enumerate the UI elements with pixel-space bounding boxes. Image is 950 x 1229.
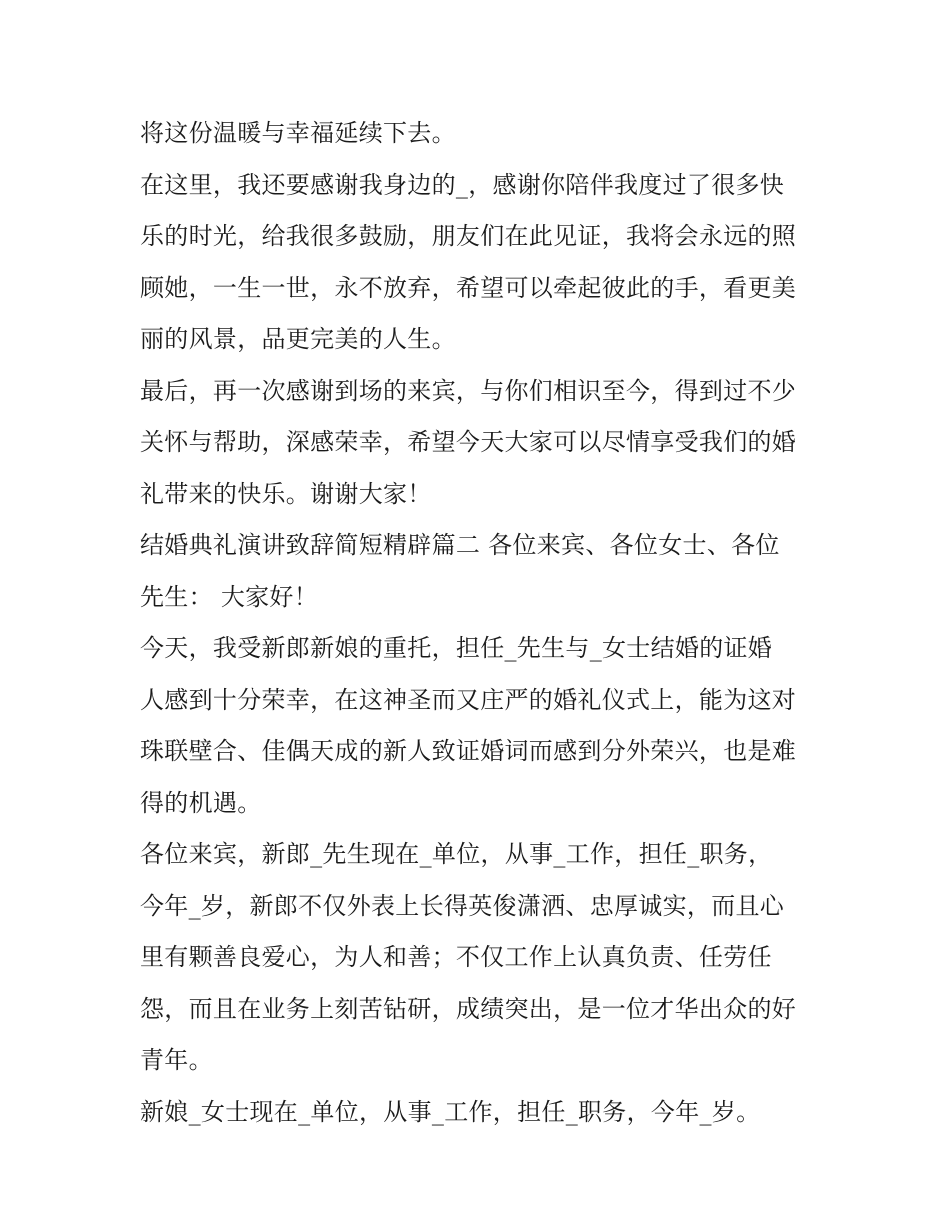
text-line: 珠联壁合、佳偶天成的新人致证婚词而感到分外荣兴，也是难 xyxy=(140,737,797,765)
paragraph-5 xyxy=(140,623,820,829)
text-line: 新娘_女士现在_单位，从事_工作，担任_职务，今年_岁。 xyxy=(140,1097,761,1126)
paragraph-3 xyxy=(140,366,820,521)
paragraph-2 xyxy=(140,160,820,366)
paragraph-7 xyxy=(140,1087,820,1139)
text-line: 怨，而且在业务上刻苦钻研，成绩突出，是一位才华出众的好 xyxy=(140,994,797,1023)
text-line: 各位来宾，新郎_先生现在_单位，从事_工作，担任_职务， xyxy=(140,840,773,868)
text-line: 结婚典礼演讲致辞简短精辟篇二 各位来宾、各位女士、各位 xyxy=(140,531,780,559)
text-line: 先生： 大家好！ xyxy=(140,582,319,611)
text-line: 今年_岁，新郎不仅外表上长得英俊潇洒、忠厚诚实，而且心 xyxy=(140,891,785,920)
text-line: 得的机遇。 xyxy=(140,788,262,817)
text-line: 在这里，我还要感谢我身边的_，感谢你陪伴我度过了很多快 xyxy=(140,170,785,199)
text-line: 丽的风景，品更完美的人生。 xyxy=(140,325,456,353)
text-line: 将这份温暖与幸福延续下去。 xyxy=(140,119,456,147)
text-line: 乐的时光，给我很多鼓励，朋友们在此见证，我将会永远的照 xyxy=(140,222,797,250)
text-line: 人感到十分荣幸，在这神圣而又庄严的婚礼仪式上，能为这对 xyxy=(140,685,797,714)
text-line: 关怀与帮助，深感荣幸，希望今天大家可以尽情享受我们的婚 xyxy=(140,428,797,456)
text-line: 青年。 xyxy=(140,1046,213,1074)
text-line: 今天，我受新郎新娘的重托，担任_先生与_女士结婚的证婚 xyxy=(140,634,773,662)
document-body xyxy=(140,108,820,1138)
text-line: 里有颗善良爱心，为人和善；不仅工作上认真负责、任劳任 xyxy=(140,943,772,971)
text-line: 顾她，一生一世，永不放弃，希望可以牵起彼此的手，看更美 xyxy=(140,273,797,302)
paragraph-6 xyxy=(140,829,820,1087)
text-line: 最后，再一次感谢到场的来宾，与你们相识至今，得到过不少 xyxy=(140,376,797,405)
paragraph-1 xyxy=(140,108,820,160)
text-line: 礼带来的快乐。谢谢大家！ xyxy=(140,479,432,508)
paragraph-4-heading xyxy=(140,520,820,623)
